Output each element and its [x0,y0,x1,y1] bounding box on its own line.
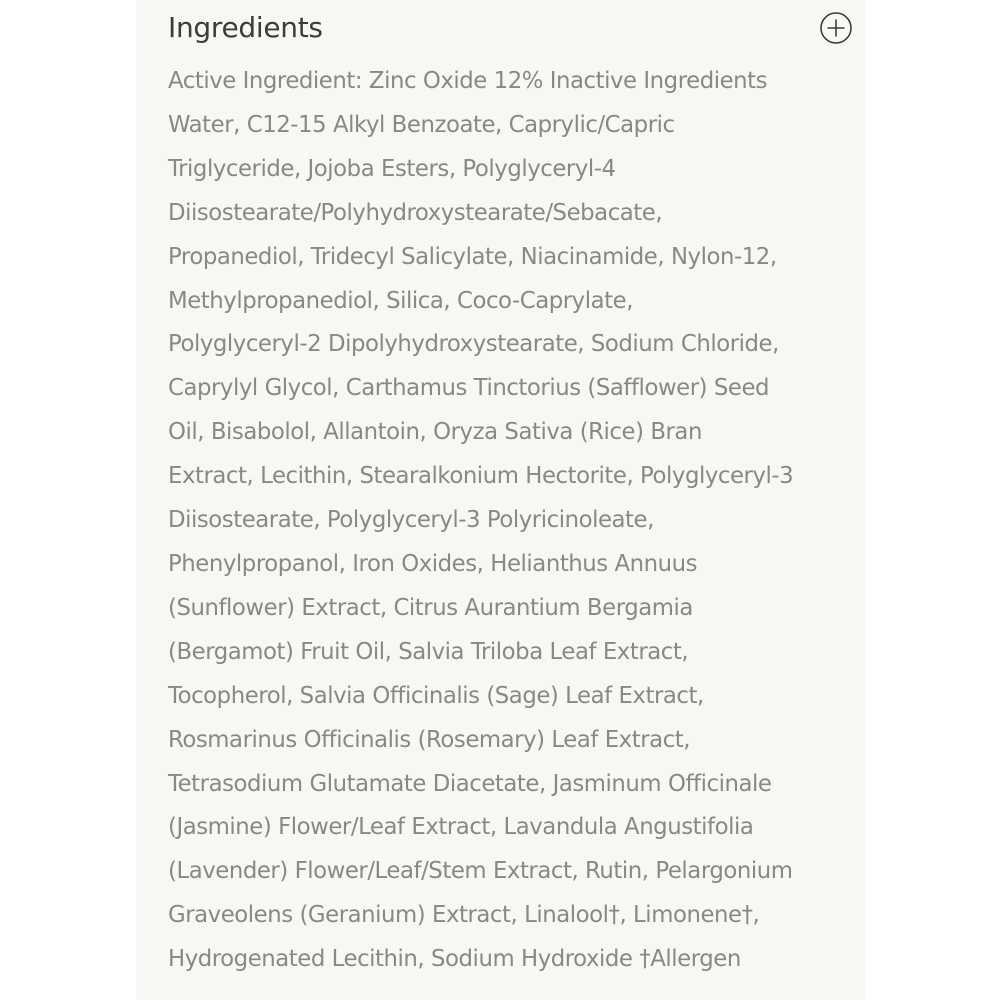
ingredients-line: Triglyceride, Jojoba Esters, Polyglyceryl-4 [168,155,616,182]
ingredients-line: Tetrasodium Glutamate Diacetate, Jasminum Officinale [168,770,772,797]
ingredients-line: Oil, Bisabolol, Allantoin, Oryza Sativa (Rice) Bran [168,419,702,446]
ingredients-line: Methylpropanediol, Silica, Coco-Caprylate, [168,287,633,314]
ingredients-line: Caprylyl Glycol, Carthamus Tinctorius (Safflower) Seed [168,375,770,402]
expand-button[interactable] [819,11,853,45]
ingredients-line: Propanediol, Tridecyl Salicylate, Niacinamide, Nylon-12, [168,243,777,270]
ingredients-list [168,60,858,982]
ingredients-line: Diisostearate/Polyhydroxystearate/Sebacate, [168,199,663,226]
ingredients-line: (Jasmine) Flower/Leaf Extract, Lavandula Angustifolia [168,814,754,841]
ingredients-line: Water, C12-15 Alkyl Benzoate, Caprylic/Capric [168,111,675,138]
ingredients-line: (Lavender) Flower/Leaf/Stem Extract, Rutin, Pelargonium [168,858,793,885]
ingredients-line: Graveolens (Geranium) Extract, Linalool†, Limonene†, [168,902,760,929]
plus-circle-icon [819,11,853,45]
ingredients-line: Polyglyceryl-2 Dipolyhydroxystearate, Sodium Chloride, [168,331,779,358]
ingredients-panel [136,0,865,1000]
ingredients-line: Phenylpropanol, Iron Oxides, Helianthus Annuus [168,550,698,577]
ingredients-line: (Bergamot) Fruit Oil, Salvia Triloba Leaf Extract, [168,638,689,665]
ingredients-line: Diisostearate, Polyglyceryl-3 Polyricinoleate, [168,507,654,534]
ingredients-line: Active Ingredient: Zinc Oxide 12% Inactive Ingredients [168,68,768,94]
ingredients-line: Hydrogenated Lecithin, Sodium Hydroxide †Allergen [168,946,741,973]
ingredients-line: Rosmarinus Officinalis (Rosemary) Leaf Extract, [168,726,691,753]
ingredients-line: (Sunflower) Extract, Citrus Aurantium Bergamia [168,594,693,621]
accordion-header[interactable] [168,6,853,50]
ingredients-line: Extract, Lecithin, Stearalkonium Hectorite, Polyglyceryl-3 [168,463,794,490]
ingredients-line: Tocopherol, Salvia Officinalis (Sage) Leaf Extract, [168,682,704,709]
section-title: Ingredients [168,11,323,44]
